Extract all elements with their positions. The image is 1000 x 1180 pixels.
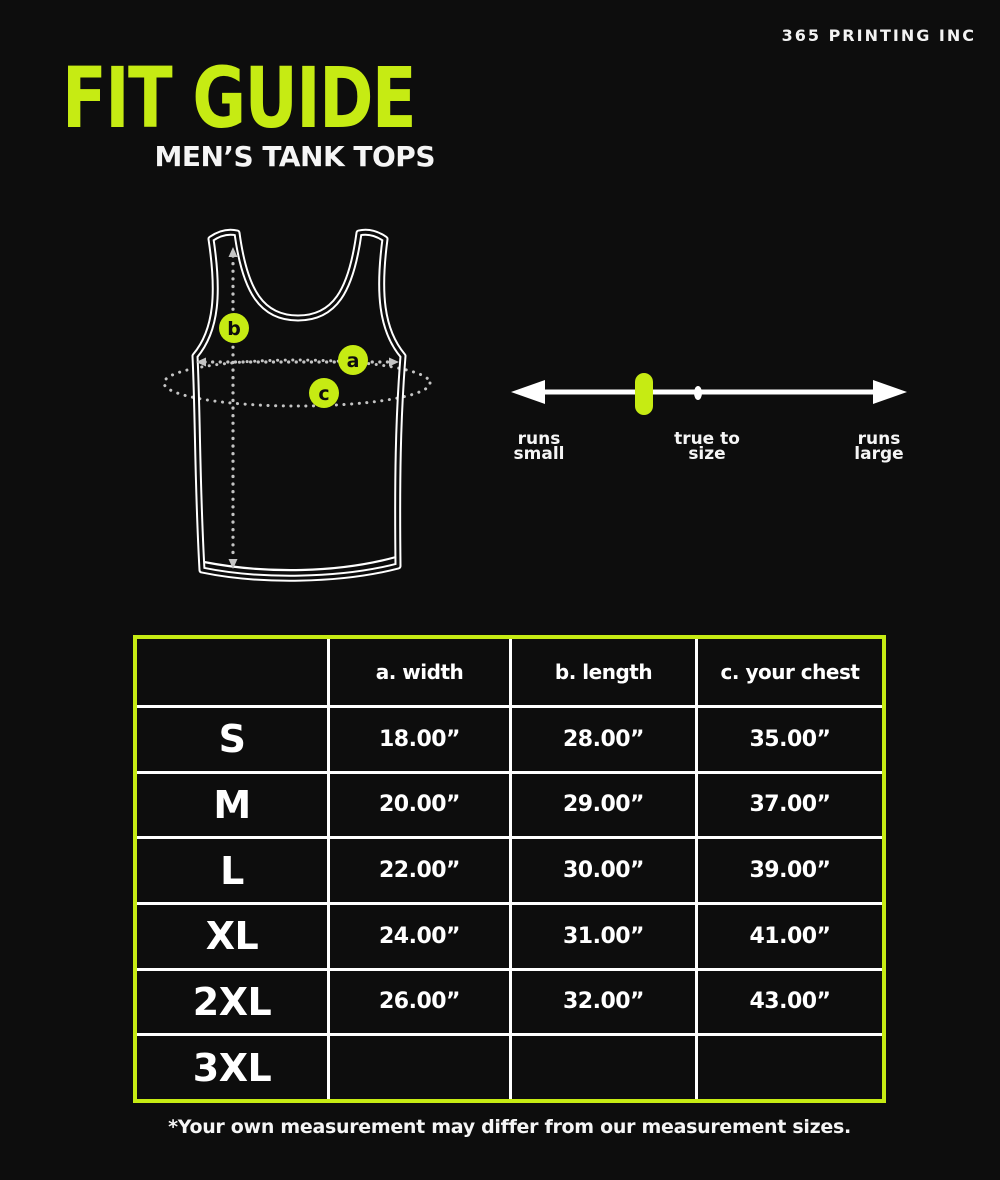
table-cell: 22.00” <box>330 839 509 902</box>
table-cell: 28.00” <box>512 708 695 771</box>
fit-scale-arrow <box>511 380 907 404</box>
fit-indicator <box>635 373 653 415</box>
table-cell: 20.00” <box>330 774 509 837</box>
table-header-chest: c. your chest <box>698 639 882 705</box>
table-cell <box>330 1036 509 1099</box>
table-cell: 37.00” <box>698 774 882 837</box>
true-to-size-tick <box>694 386 702 400</box>
table-cell: 32.00” <box>512 971 695 1034</box>
brand-name: 365 PRINTING INC <box>781 26 976 45</box>
measurement-disclaimer: *Your own measurement may differ from our measurement sizes. <box>168 1116 851 1138</box>
table-header-length: b. length <box>512 639 695 705</box>
page-title: FIT GUIDE <box>62 49 416 147</box>
length-dotted-line <box>229 247 238 569</box>
scale-label-runs-large: runs large <box>854 429 904 464</box>
table-cell: 26.00” <box>330 971 509 1034</box>
table-cell: 35.00” <box>698 708 882 771</box>
scale-label-true-to-size: true to size <box>674 429 740 464</box>
marker-a-letter: a <box>346 350 360 372</box>
table-cell: 31.00” <box>512 905 695 968</box>
size-label: XL <box>137 905 327 968</box>
table-header-width: a. width <box>330 639 509 705</box>
table-cell <box>512 1036 695 1099</box>
size-label: M <box>137 774 327 837</box>
size-table <box>133 635 886 1103</box>
marker-c-letter: c <box>318 383 330 405</box>
page-subtitle: MEN’S TANK TOPS <box>154 140 435 173</box>
table-cell <box>698 1036 882 1099</box>
marker-b-letter: b <box>227 318 241 340</box>
marker-a <box>338 345 368 375</box>
table-cell: 30.00” <box>512 839 695 902</box>
size-label: L <box>137 839 327 902</box>
size-label: S <box>137 708 327 771</box>
table-cell: 24.00” <box>330 905 509 968</box>
marker-c <box>309 378 339 408</box>
table-cell: 41.00” <box>698 905 882 968</box>
table-cell: 29.00” <box>512 774 695 837</box>
table-cell: 18.00” <box>330 708 509 771</box>
width-dotted-line <box>196 358 399 367</box>
scale-label-runs-small: runs small <box>513 429 565 464</box>
table-header-blank <box>137 639 327 705</box>
size-label: 2XL <box>137 971 327 1034</box>
tank-top-diagram <box>150 210 470 610</box>
marker-b <box>219 313 249 343</box>
size-label: 3XL <box>137 1036 327 1099</box>
table-cell: 39.00” <box>698 839 882 902</box>
fit-scale <box>500 360 920 425</box>
table-cell: 43.00” <box>698 971 882 1034</box>
chest-ellipse-dotted-line <box>164 360 430 406</box>
